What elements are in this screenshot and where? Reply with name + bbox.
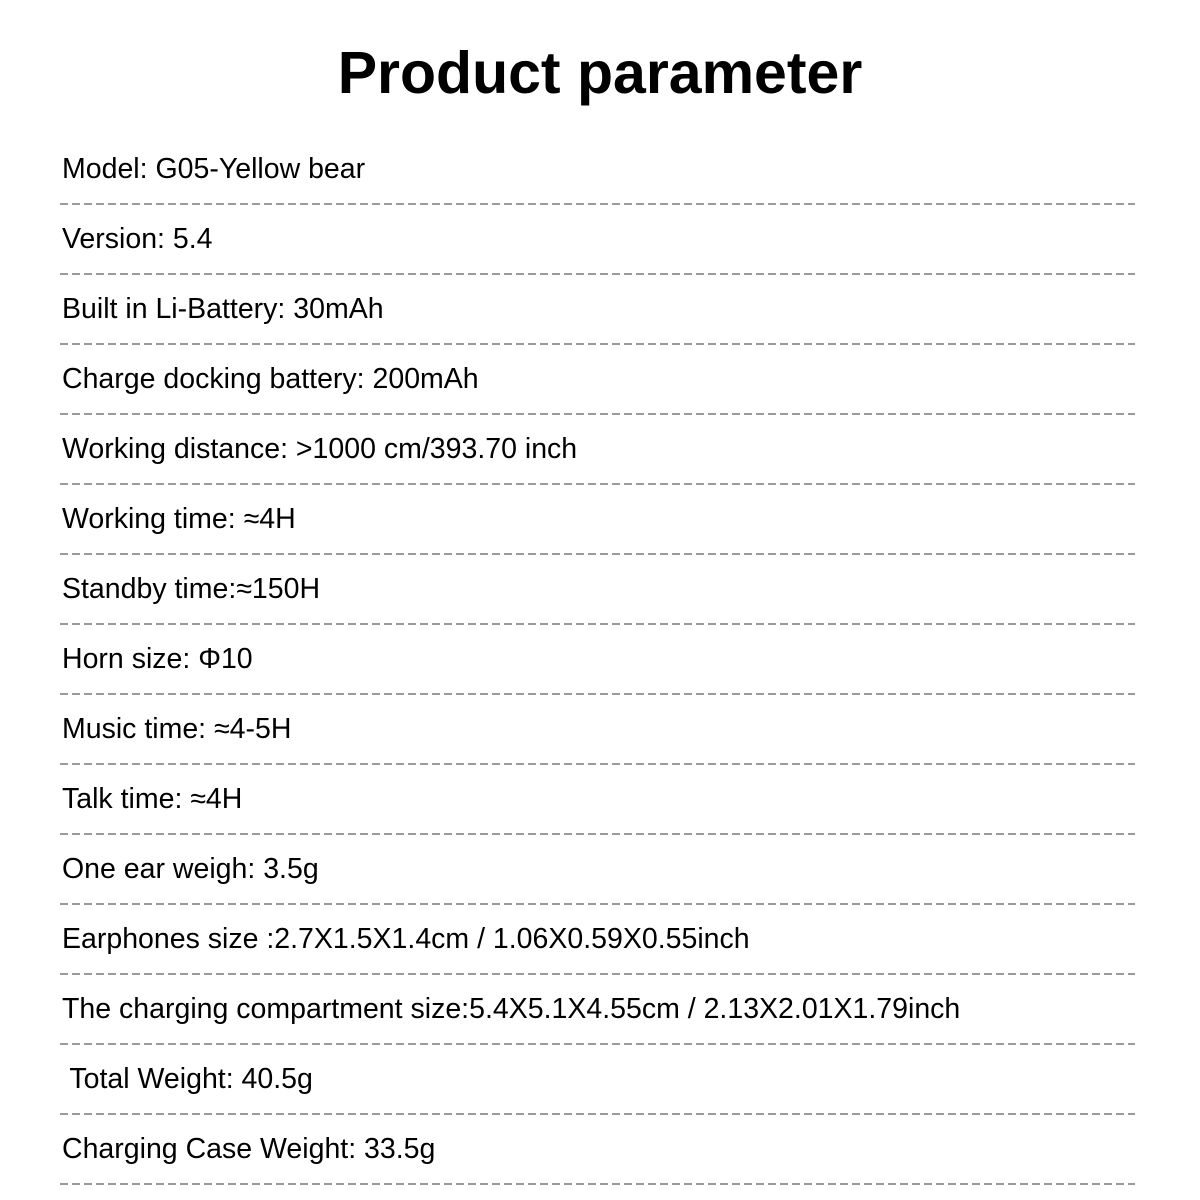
- parameter-row: [60, 345, 1135, 415]
- parameter-text: Model: G05-Yellow bear: [62, 153, 366, 185]
- parameter-text: Working time: ≈4H: [62, 503, 296, 535]
- dashed-divider: [60, 1183, 1135, 1185]
- parameter-text: Total Weight: 40.5g: [62, 1063, 313, 1095]
- parameter-text: One ear weigh: 3.5g: [62, 853, 319, 885]
- parameter-row: [60, 555, 1135, 625]
- parameter-row: [60, 695, 1135, 765]
- page-title: Product parameter: [337, 40, 863, 106]
- parameter-row: [60, 135, 1135, 205]
- parameter-row: [60, 765, 1135, 835]
- parameter-text: Charging Case Weight: 33.5g: [62, 1133, 436, 1165]
- parameter-row: [60, 835, 1135, 905]
- parameter-text: Charge docking battery: 200mAh: [62, 363, 479, 395]
- parameter-text: Horn size: Φ10: [62, 643, 253, 675]
- parameter-row: [60, 275, 1135, 345]
- parameter-text: Earphones size :2.7X1.5X1.4cm / 1.06X0.59X0.55inch: [62, 923, 750, 955]
- parameter-row: [60, 415, 1135, 485]
- parameter-text: Music time: ≈4-5H: [62, 713, 292, 745]
- parameter-row: [60, 905, 1135, 975]
- parameter-text: The charging compartment size:5.4X5.1X4.55cm / 2.13X2.01X1.79inch: [62, 993, 961, 1025]
- parameter-row: [60, 975, 1135, 1045]
- parameter-list: [60, 135, 1135, 1185]
- parameter-text: Version: 5.4: [62, 223, 213, 255]
- parameter-row: [60, 1115, 1135, 1185]
- parameter-row: [60, 625, 1135, 695]
- parameter-row: [60, 485, 1135, 555]
- parameter-row: [60, 1045, 1135, 1115]
- parameter-text: Standby time:≈150H: [62, 573, 321, 605]
- parameter-text: Built in Li-Battery: 30mAh: [62, 293, 384, 325]
- parameter-text: Working distance: >1000 cm/393.70 inch: [62, 433, 578, 465]
- parameter-row: [60, 205, 1135, 275]
- parameter-text: Talk time: ≈4H: [62, 783, 243, 815]
